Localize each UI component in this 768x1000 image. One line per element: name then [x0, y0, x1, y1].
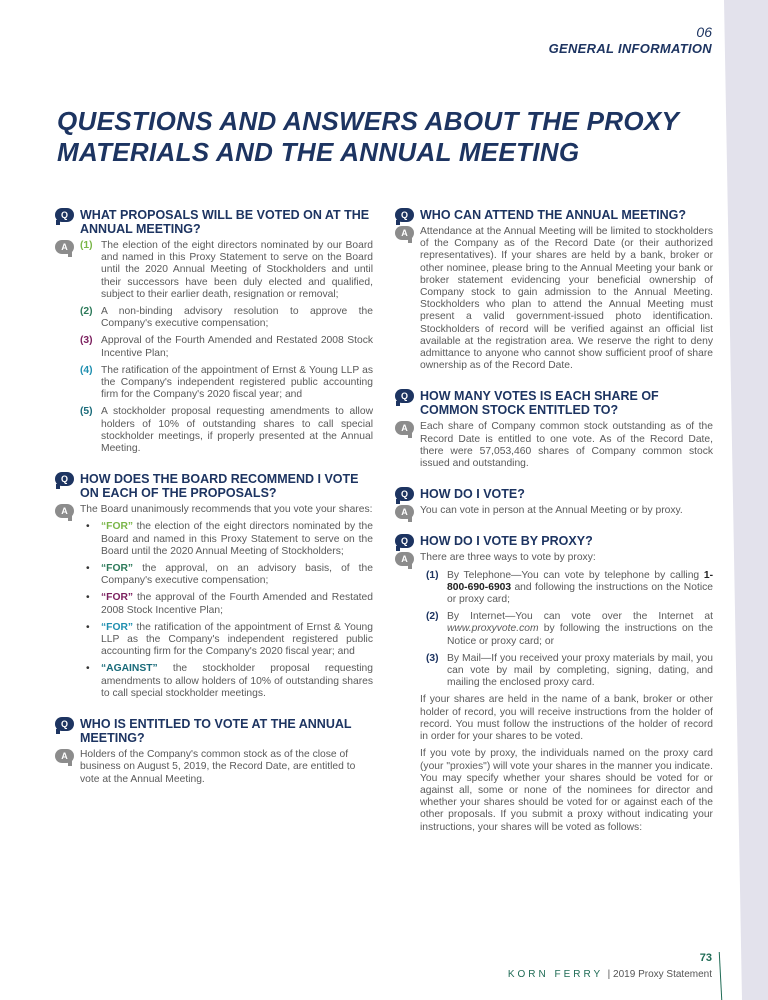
bullet-icon: •: [86, 592, 90, 604]
list-item: [86, 563, 373, 587]
question: [55, 717, 373, 745]
question-text: WHO CAN ATTEND THE ANNUAL MEETING?: [420, 208, 686, 222]
item-number: (3): [426, 652, 439, 664]
item-number: (2): [80, 306, 93, 318]
item-number: (5): [80, 406, 93, 418]
answer-intro: There are three ways to vote by proxy:: [420, 552, 596, 564]
question: [395, 534, 713, 548]
q-icon: Q: [55, 472, 74, 486]
item-text: the approval of the Fourth Amended and Restated 2008 Stock Incentive Plan;: [101, 592, 373, 616]
footer-divider: [719, 952, 723, 1000]
section-number: 06: [696, 24, 712, 40]
item-text: the approval, on an advisory basis, of the Company's executive compensation;: [101, 563, 373, 587]
bullet-icon: •: [86, 621, 90, 633]
a-icon: A: [395, 421, 414, 435]
phone-number: 1-800-690-6903: [447, 569, 713, 593]
decorative-band: [708, 0, 768, 1000]
list-item: [86, 663, 373, 700]
question: [395, 389, 713, 417]
list-item: [80, 306, 373, 330]
item-text: the stockholder proposal requesting amendments to allow holders of 10% of outstanding shares to call special stockholder meetings.: [101, 663, 373, 699]
question: [395, 487, 713, 501]
keyword: “FOR”: [101, 521, 134, 533]
item-text: By Mail—If you received your proxy materials by mail, you can vote by mail by completing, signing, dating, and mailing the enclosed proxy card.: [447, 652, 713, 689]
question: [55, 472, 373, 500]
answer-text: Each share of Company common stock outstanding as of the Record Date is entitled to one vote. As of the Record Date, there were 57,053,460 shares of Company common stock issued and outstanding.: [420, 421, 713, 470]
list-item: [426, 570, 713, 607]
question-text: WHAT PROPOSALS WILL BE VOTED ON AT THE ANNUAL MEETING?: [80, 208, 370, 236]
answer-text: Attendance at the Annual Meeting will be limited to stockholders of the Company as of the Record Date (or their authorized representatives). If your shares are held by a bank, broker or other nominee, please bring to the Annual Meeting your bank or broker statement evidencing your beneficial ownership of Company stock to gain admission to the Annual Meeting. Stockholders who plan to attend the Annual Meeting must present a valid government-issued photo identification. Stockholders of record will be verified against an official list available at the registration area. We reserve the right to deny admittance to anyone who cannot show sufficient proof of share ownership as of the Record Date.: [420, 226, 713, 372]
item-text: by following the instructions on the Notice or proxy card; or: [447, 623, 713, 647]
list-item: [86, 521, 373, 558]
item-text: A stockholder proposal requesting amendments to allow holders of 10% of outstanding shares to call special stockholder meetings, if properly presented at the Annual Meeting.: [101, 406, 373, 455]
page-title: [57, 106, 679, 168]
q-icon: Q: [395, 389, 414, 403]
item-text: the ratification of the appointment of Ernst & Young LLP as the Company's independent registered public accounting firm for the Company's 2020 fiscal year; and: [101, 621, 373, 658]
a-icon: A: [395, 226, 414, 240]
item-text: the election of the eight directors nominated by the Board and named in this Proxy Statement to serve on the Board until the 2020 Annual Meeting of Stockholders;: [101, 521, 373, 557]
list-item: [80, 406, 373, 455]
list-item: [426, 611, 713, 648]
right-column: [395, 208, 713, 851]
item-number: (1): [80, 240, 93, 251]
list-item: [80, 365, 373, 402]
answer: [395, 226, 713, 377]
q-icon: Q: [395, 487, 414, 501]
keyword: “AGAINST”: [101, 663, 158, 675]
answer-intro: The Board unanimously recommends that you vote your shares:: [80, 504, 373, 516]
a-icon: A: [395, 505, 414, 519]
answer: [55, 504, 373, 705]
keyword: “FOR”: [101, 563, 134, 575]
proxyvote-link[interactable]: www.proxyvote.com: [447, 623, 539, 635]
list-item: [80, 335, 373, 359]
list-item: [426, 653, 713, 690]
bullet-icon: •: [86, 663, 90, 675]
answer: [395, 421, 713, 475]
document-name: | 2019 Proxy Statement: [607, 969, 712, 980]
item-text: By Internet—You can vote over the Internet at: [447, 611, 713, 623]
question-text: HOW MANY VOTES IS EACH SHARE OF COMMON STOCK ENTITLED TO?: [420, 389, 659, 418]
keyword: “FOR”: [101, 592, 134, 604]
section-title: GENERAL INFORMATION: [548, 41, 712, 56]
q-icon: Q: [395, 208, 414, 222]
item-number: (2): [426, 611, 439, 623]
answer: [395, 505, 713, 522]
item-number: (1): [426, 569, 439, 581]
bullet-icon: •: [86, 521, 90, 533]
answer-paragraph: If you vote by proxy, the individuals named on the proxy card (your "proxies") will vote your shares in the manner you indicate. You may specify whether your shares should be voted for or against all, some or none of the nominees for director and whether your shares should be voted for or against each of the other proposals. If you submit a proxy without indicating your instructions, your shares will be voted as follows:: [420, 748, 713, 833]
answer: [395, 552, 713, 838]
item-text: The ratification of the appointment of Ernst & Young LLP as the Company's independent registered public accounting firm for the Company's 2020 fiscal year; and: [101, 364, 373, 401]
question: [55, 208, 373, 236]
answer: [55, 749, 373, 791]
title-line2: MATERIALS AND THE: [57, 137, 341, 167]
question: [395, 208, 713, 222]
item-text: and following the instructions on the Notice or proxy card;: [447, 581, 713, 606]
a-icon: A: [55, 240, 74, 254]
a-icon: A: [395, 552, 414, 566]
title-bold: ANNUAL MEETING: [340, 137, 580, 167]
list-item: [86, 622, 373, 659]
page-number: 73: [699, 952, 712, 964]
section-header: [549, 24, 712, 58]
question-text: HOW DO I VOTE?: [420, 487, 525, 502]
footer: [508, 952, 712, 982]
item-text: By Telephone—You can vote by telephone by calling: [447, 569, 704, 581]
q-icon: Q: [395, 534, 414, 548]
list-item: [80, 240, 373, 301]
item-number: (4): [80, 364, 93, 376]
left-column: [55, 208, 373, 803]
question-text: HOW DO I VOTE BY PROXY?: [420, 534, 593, 549]
list-item: [86, 592, 373, 616]
item-text: A non-binding advisory resolution to approve the Company's executive compensation;: [101, 306, 373, 330]
bullet-icon: •: [86, 563, 90, 575]
question-text: HOW DOES THE BOARD RECOMMEND I VOTE ON EACH OF THE PROPOSALS?: [80, 472, 359, 501]
q-icon: Q: [55, 717, 74, 731]
title-line1: QUESTIONS AND ANSWERS ABOUT THE PROXY: [57, 106, 680, 136]
q-icon: Q: [55, 208, 74, 222]
a-icon: A: [55, 504, 74, 518]
item-text: The election of the eight directors nominated by our Board and named in this Proxy Statement to serve on the Board until the 2020 Annual Meeting of Stockholders and until their successors have been duly elected and qualified, subject to their earlier death, resignation or removal;: [101, 240, 373, 300]
answer-text: You can vote in person at the Annual Meeting or by proxy.: [420, 505, 683, 517]
answer-text: Holders of the Company's common stock as of the close of business on August 5, 2019, the Record Date, are entitled to vote at the Annual Meeting.: [80, 749, 356, 785]
item-text: Approval of the Fourth Amended and Restated 2008 Stock Incentive Plan;: [101, 335, 373, 359]
answer: [55, 240, 373, 460]
a-icon: A: [55, 749, 74, 763]
item-number: (3): [80, 335, 93, 347]
question-text: WHO IS ENTITLED TO VOTE AT THE ANNUAL MEETING?: [80, 717, 352, 746]
brand-logo: KORN FERRY: [507, 969, 604, 980]
answer-paragraph: If your shares are held in the name of a bank, broker or other holder of record, you will receive instructions from the holder of record. You must follow the instructions of the holder of record in order for your shares to be voted.: [420, 694, 713, 743]
keyword: “FOR”: [101, 621, 134, 633]
